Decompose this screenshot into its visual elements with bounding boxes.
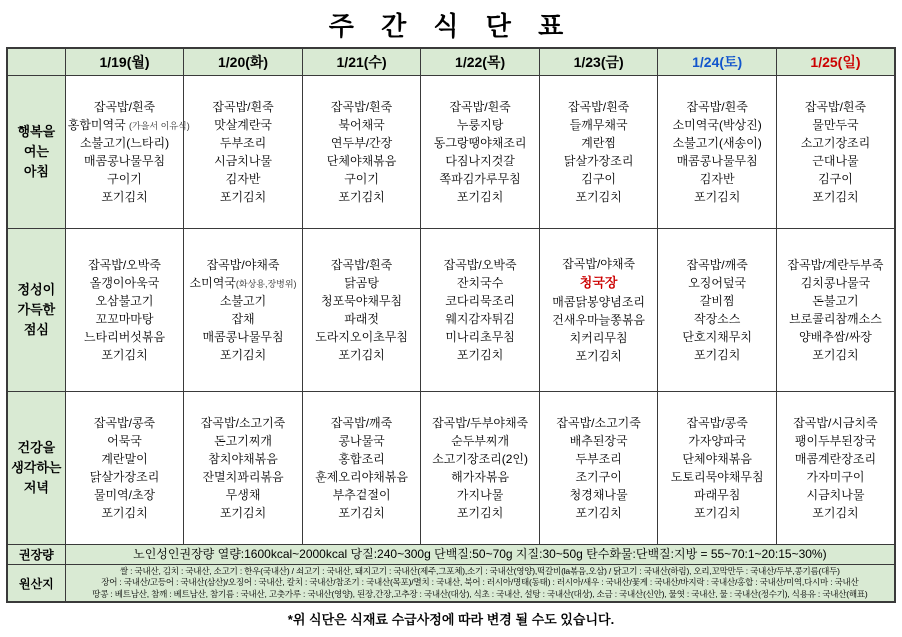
menu-item: 잡곡밥/흰죽 (567, 100, 630, 114)
menu-item: 갈비찜 (699, 294, 735, 308)
menu-item: 두부조리 (219, 136, 267, 150)
menu-item: 홍합미역국 (가을서 이유식) (67, 118, 190, 132)
menu-item: 포기김치 (101, 348, 148, 362)
menu-item: 잡곡밥/흰죽 (686, 100, 748, 114)
menu-item: 포기김치 (693, 506, 741, 520)
menu-item: 브로콜리참깨소스 (789, 312, 882, 326)
meal-row-dinner (7, 392, 895, 545)
menu-item: 참치야채볶음 (208, 452, 278, 466)
menu-item: 소불고기(새송이) (672, 136, 762, 150)
menu-item: 청포묵야채무침 (321, 294, 403, 308)
menu-item: 연두부/간장 (330, 136, 393, 150)
menu-item: 잡곡밥/흰죽 (449, 100, 511, 114)
row-label-line: 아침 (23, 164, 49, 180)
meal-cell-lunch-day6 (658, 229, 777, 392)
nutrition-label: 권장량 (7, 545, 65, 565)
menu-item: 가자미구이 (806, 470, 865, 484)
menu-item: 포기김치 (575, 190, 622, 204)
menu-item: 도토리묵야채무침 (670, 470, 764, 484)
menu-item: 단호지채무치 (682, 330, 752, 344)
menu-item: 돈불고기 (812, 294, 859, 308)
menu-item: 해가자볶음 (451, 470, 510, 484)
header-day-5: 1/23(금) (539, 48, 658, 76)
menu-item: 들깨무채국 (569, 118, 628, 132)
menu-item: 포기김치 (338, 348, 385, 362)
menu-item: 팽이두부된장국 (794, 434, 877, 448)
menu-item: 포기김치 (219, 190, 267, 204)
meal-cell-breakfast-day5 (539, 76, 658, 229)
header-day-7: 1/25(일) (776, 48, 895, 76)
footnote: *위 식단은 식재료 수급사정에 따라 변경 될 수도 있습니다. (287, 612, 615, 628)
meal-cell-breakfast-day3 (302, 76, 421, 229)
menu-item: 물미역/초장 (93, 488, 156, 502)
menu-item: 맛살계란국 (214, 118, 273, 132)
menu-item: 잡채 (231, 312, 255, 326)
menu-item: 잡곡밥/두부야채죽 (432, 416, 529, 430)
menu-item: 누룽지탕 (456, 118, 504, 132)
meal-cell-dinner-day3 (302, 392, 421, 545)
meal-cell-breakfast-day4 (421, 76, 540, 229)
menu-item: 웨지감자튀김 (445, 312, 515, 326)
meal-cell-lunch-day7 (776, 229, 895, 392)
header-corner (7, 48, 65, 76)
header-day-2: 1/20(화) (184, 48, 303, 76)
menu-item: 잡곡밥/시금치죽 (793, 416, 878, 430)
menu-item: 홍합조리 (338, 452, 385, 466)
meal-cell-dinner-day2 (184, 392, 303, 545)
menu-item: 매콤콩나물무침 (676, 154, 758, 168)
menu-item: 잡곡밥/계란두부죽 (787, 258, 884, 272)
menu-item: 포기김치 (693, 348, 741, 362)
menu-item: 포기김치 (101, 506, 148, 520)
menu-item: 잡곡밥/깨죽 (686, 258, 748, 272)
menu-item: 포기김치 (693, 190, 741, 204)
meal-cell-dinner-day1 (65, 392, 184, 545)
menu-item: 순두부찌개 (451, 434, 510, 448)
meal-cell-breakfast-day2 (184, 76, 303, 229)
origin-line-2: 장어 : 국내산/고등어 : 국내산(삼산)/오징어 : 국내산, 칼치 : 국내산/참조기 : 국내산(목포)/멸치 : 국내산, 북어 : 러시아/명태(동태) : 러시아/새우 : 국내산/꽃게 : 국내산/바지락 : 국내산/홍합 : 국내산/미역,다시마 : 국내산 (101, 577, 859, 588)
menu-item: 잡곡밥/야채죽 (562, 257, 636, 272)
menu-item: 김구이 (818, 172, 853, 186)
row-label-line: 행복을 (17, 123, 56, 139)
menu-item: 포기김치 (219, 506, 267, 520)
nutrition-row (7, 545, 895, 565)
meal-cell-breakfast-day1 (65, 76, 190, 229)
menu-item: 잡곡밥/오박죽 (88, 258, 161, 272)
menu-item: 잡곡밥/오박죽 (443, 258, 517, 272)
header-day-3: 1/21(수) (302, 48, 421, 76)
menu-item: 단체야채볶음 (682, 452, 752, 466)
menu-item: 김자반 (699, 172, 735, 186)
menu-item: 청경채나물 (569, 488, 628, 502)
menu-item: 훈제오리야채볶음 (315, 470, 408, 484)
menu-item: 소미역국(박상진) (672, 118, 762, 132)
menu-item: 어묵국 (107, 434, 142, 448)
menu-item: 무생채 (225, 488, 261, 502)
menu-item: 잡곡밥/소고기죽 (200, 416, 286, 430)
menu-item: 소고기장조리(2인) (432, 452, 529, 466)
nutrition-text: 노인성인권장량 열량:1600kcal~2000kcal 당질:240~300g 단백질:50~70g 지질:30~50g 탄수화물:단백질:지방 = 55~70:1~20:15~30%) (65, 545, 895, 565)
meal-row-label-lunch (7, 229, 65, 392)
meal-cell-lunch-day5 (539, 229, 658, 392)
menu-item: 동그랑땡야채조리 (433, 136, 527, 150)
menu-item: 시금치나물 (806, 488, 865, 502)
menu-item: 소불고기(느타리) (79, 136, 170, 150)
menu-item: 매콤계란장조리 (794, 452, 877, 466)
menu-item: 오삼불고기 (95, 294, 154, 308)
meal-cell-dinner-day4 (421, 392, 540, 545)
menu-item: 근대나물 (812, 154, 859, 168)
menu-item: 도라지오이초무침 (315, 330, 408, 344)
menu-item: 포기김치 (456, 348, 504, 362)
menu-item: 파래젓 (344, 312, 379, 326)
menu-item: 매콤콩나물무침 (202, 330, 284, 344)
meal-row-label-breakfast (7, 76, 65, 229)
menu-item: 포기김치 (456, 190, 504, 204)
menu-item: 잡곡밥/흰죽 (330, 258, 393, 272)
menu-item: 느타리버섯볶음 (83, 330, 166, 344)
menu-item: 잡곡밥/흰죽 (804, 100, 867, 114)
menu-item: 가자양파국 (688, 434, 747, 448)
menu-item: 배추된장국 (569, 434, 628, 448)
meal-cell-dinner-day6 (658, 392, 777, 545)
page-title: 주 간 식 단 표 (328, 11, 574, 41)
menu-item: 쪽파김가루무침 (439, 172, 521, 186)
menu-item: 김구이 (581, 172, 617, 186)
menu-item: 치커리무침 (569, 330, 628, 345)
menu-item: 건새우마늘쫑볶음 (552, 312, 646, 327)
row-label-line: 정성이 (17, 281, 56, 297)
origin-line-3: 땅콩 : 베트남산, 참깨 : 베트남산, 참기름 : 국내산, 고춧가루 : 국내산(영양), 된장,간장,고추장 : 국내산(대상), 식초 : 국내산, 설탕 : 국내산(대상), 소금 : 국내산(신안), 물엿 : 국내산, 물 : 국내산(정수기), 식용유 : 국내산(해표) (92, 588, 868, 599)
menu-item: 시금치나물 (214, 154, 273, 168)
row-label-line: 건강을 (17, 439, 56, 455)
row-label-line: 여는 (23, 143, 49, 159)
menu-item: 오징어덮국 (688, 276, 747, 290)
menu-item: 닭살가장조리 (89, 470, 160, 484)
meal-row-lunch (7, 229, 895, 392)
menu-item-note: (화상용,장병위) (235, 279, 297, 289)
menu-item: 코다리묵조리 (445, 294, 515, 308)
meal-cell-breakfast-day6 (658, 76, 777, 229)
menu-item: 잔치국수 (456, 276, 504, 290)
menu-item: 소미역국(화상용,장병위) (189, 276, 297, 290)
row-label-line: 저녁 (23, 480, 49, 496)
menu-item: 포기김치 (812, 506, 859, 520)
header-day-1: 1/19(월) (65, 48, 184, 76)
menu-item: 포기김치 (575, 348, 622, 363)
table-header-row (7, 48, 895, 76)
row-label-line: 가득한 (17, 301, 56, 317)
header-day-6: 1/24(토) (658, 48, 777, 76)
menu-item: 잡곡밥/흰죽 (93, 100, 156, 114)
meal-cell-lunch-day3 (302, 229, 421, 392)
menu-item: 다짐나지것갈 (445, 154, 515, 168)
origin-line-1: 쌀 : 국내산, 김치 : 국내산, 소고기 : 한우(국내산) / 쇠고기 : 국내산, 돼지고기 : 국내산(제주,그포체),소기 : 국내산(영양),떡갈비(la볶음,오삼) / 닭고기 : 국내산(하림), 오리,꼬막만두 : 국내산/두부,콩기름(대두) (119, 566, 840, 576)
menu-item: 잔멸치꽈리볶음 (202, 470, 284, 484)
menu-item: 파래무침 (693, 488, 741, 502)
menu-item: 올갱이아욱국 (89, 276, 160, 290)
menu-item: 매콤닭봉양념조리 (552, 294, 646, 309)
menu-body (7, 76, 895, 545)
row-label-line: 생각하는 (11, 459, 62, 475)
meal-cell-dinner-day7 (776, 392, 895, 545)
menu-table (6, 47, 896, 603)
menu-item: 포기김치 (575, 506, 622, 520)
menu-item: 계란말이 (101, 452, 148, 466)
menu-item: 양배추쌈/싸장 (799, 330, 872, 344)
menu-item: 구이기 (107, 172, 142, 186)
menu-item: 닭곰탕 (344, 276, 379, 290)
menu-item: 가지나물 (456, 488, 504, 502)
menu-item: 미나리초무침 (445, 330, 515, 344)
menu-item: 포기김치 (219, 348, 267, 362)
menu-item: 잡곡밥/소고기죽 (556, 416, 641, 430)
menu-item: 계란찜 (581, 136, 617, 150)
menu-item: 포기김치 (812, 190, 859, 204)
origin-label: 원산지 (7, 565, 65, 603)
origin-row (7, 565, 895, 603)
menu-item: 포기김치 (101, 190, 148, 204)
meal-cell-dinner-day5 (539, 392, 658, 545)
menu-item: 포기김치 (812, 348, 859, 362)
menu-item: 김치콩나물국 (800, 276, 871, 290)
menu-item: 구이기 (344, 172, 379, 186)
menu-item: 잡곡밥/콩죽 (93, 416, 156, 430)
menu-item: 두부조리 (575, 452, 622, 466)
menu-item: 소불고기 (219, 294, 267, 308)
row-label-line: 점심 (23, 322, 49, 338)
menu-item: 부추겉절이 (332, 488, 391, 502)
origin-text (65, 565, 895, 603)
menu-item: 잡곡밥/깨죽 (330, 416, 393, 430)
menu-item: 콩나물국 (338, 434, 385, 448)
meal-cell-breakfast-day7 (776, 76, 895, 229)
menu-item: 돈고기찌개 (214, 434, 273, 448)
menu-item: 포기김치 (456, 506, 504, 520)
menu-item: 꼬꼬마마탕 (95, 312, 154, 326)
menu-item: 잡곡밥/흰죽 (212, 100, 274, 114)
meal-cell-lunch-day1 (65, 229, 184, 392)
meal-cell-lunch-day4 (421, 229, 540, 392)
menu-item: 북어채국 (338, 118, 385, 132)
menu-item: 작장소스 (693, 312, 741, 326)
menu-item: 조기구이 (575, 470, 622, 484)
meal-row-label-dinner (7, 392, 65, 545)
menu-item: 소고기장조리 (800, 136, 871, 150)
menu-item: 청국장 (579, 275, 618, 291)
menu-item-note: (가을서 이유식) (129, 121, 190, 131)
menu-item: 닭살가장조리 (563, 154, 634, 168)
header-day-4: 1/22(목) (421, 48, 540, 76)
menu-item: 잡곡밥/콩죽 (686, 416, 748, 430)
menu-item: 포기김치 (338, 506, 385, 520)
menu-item: 단체야채볶음 (326, 154, 397, 168)
menu-item: 잡곡밥/흰죽 (330, 100, 393, 114)
meal-row-breakfast (7, 76, 895, 229)
meal-cell-lunch-day2 (184, 229, 303, 392)
menu-item: 김자반 (225, 172, 261, 186)
menu-item: 매콤콩나물무침 (83, 154, 166, 168)
menu-item: 포기김치 (338, 190, 385, 204)
menu-item: 물만두국 (812, 118, 859, 132)
menu-item: 잡곡밥/야채죽 (206, 258, 280, 272)
